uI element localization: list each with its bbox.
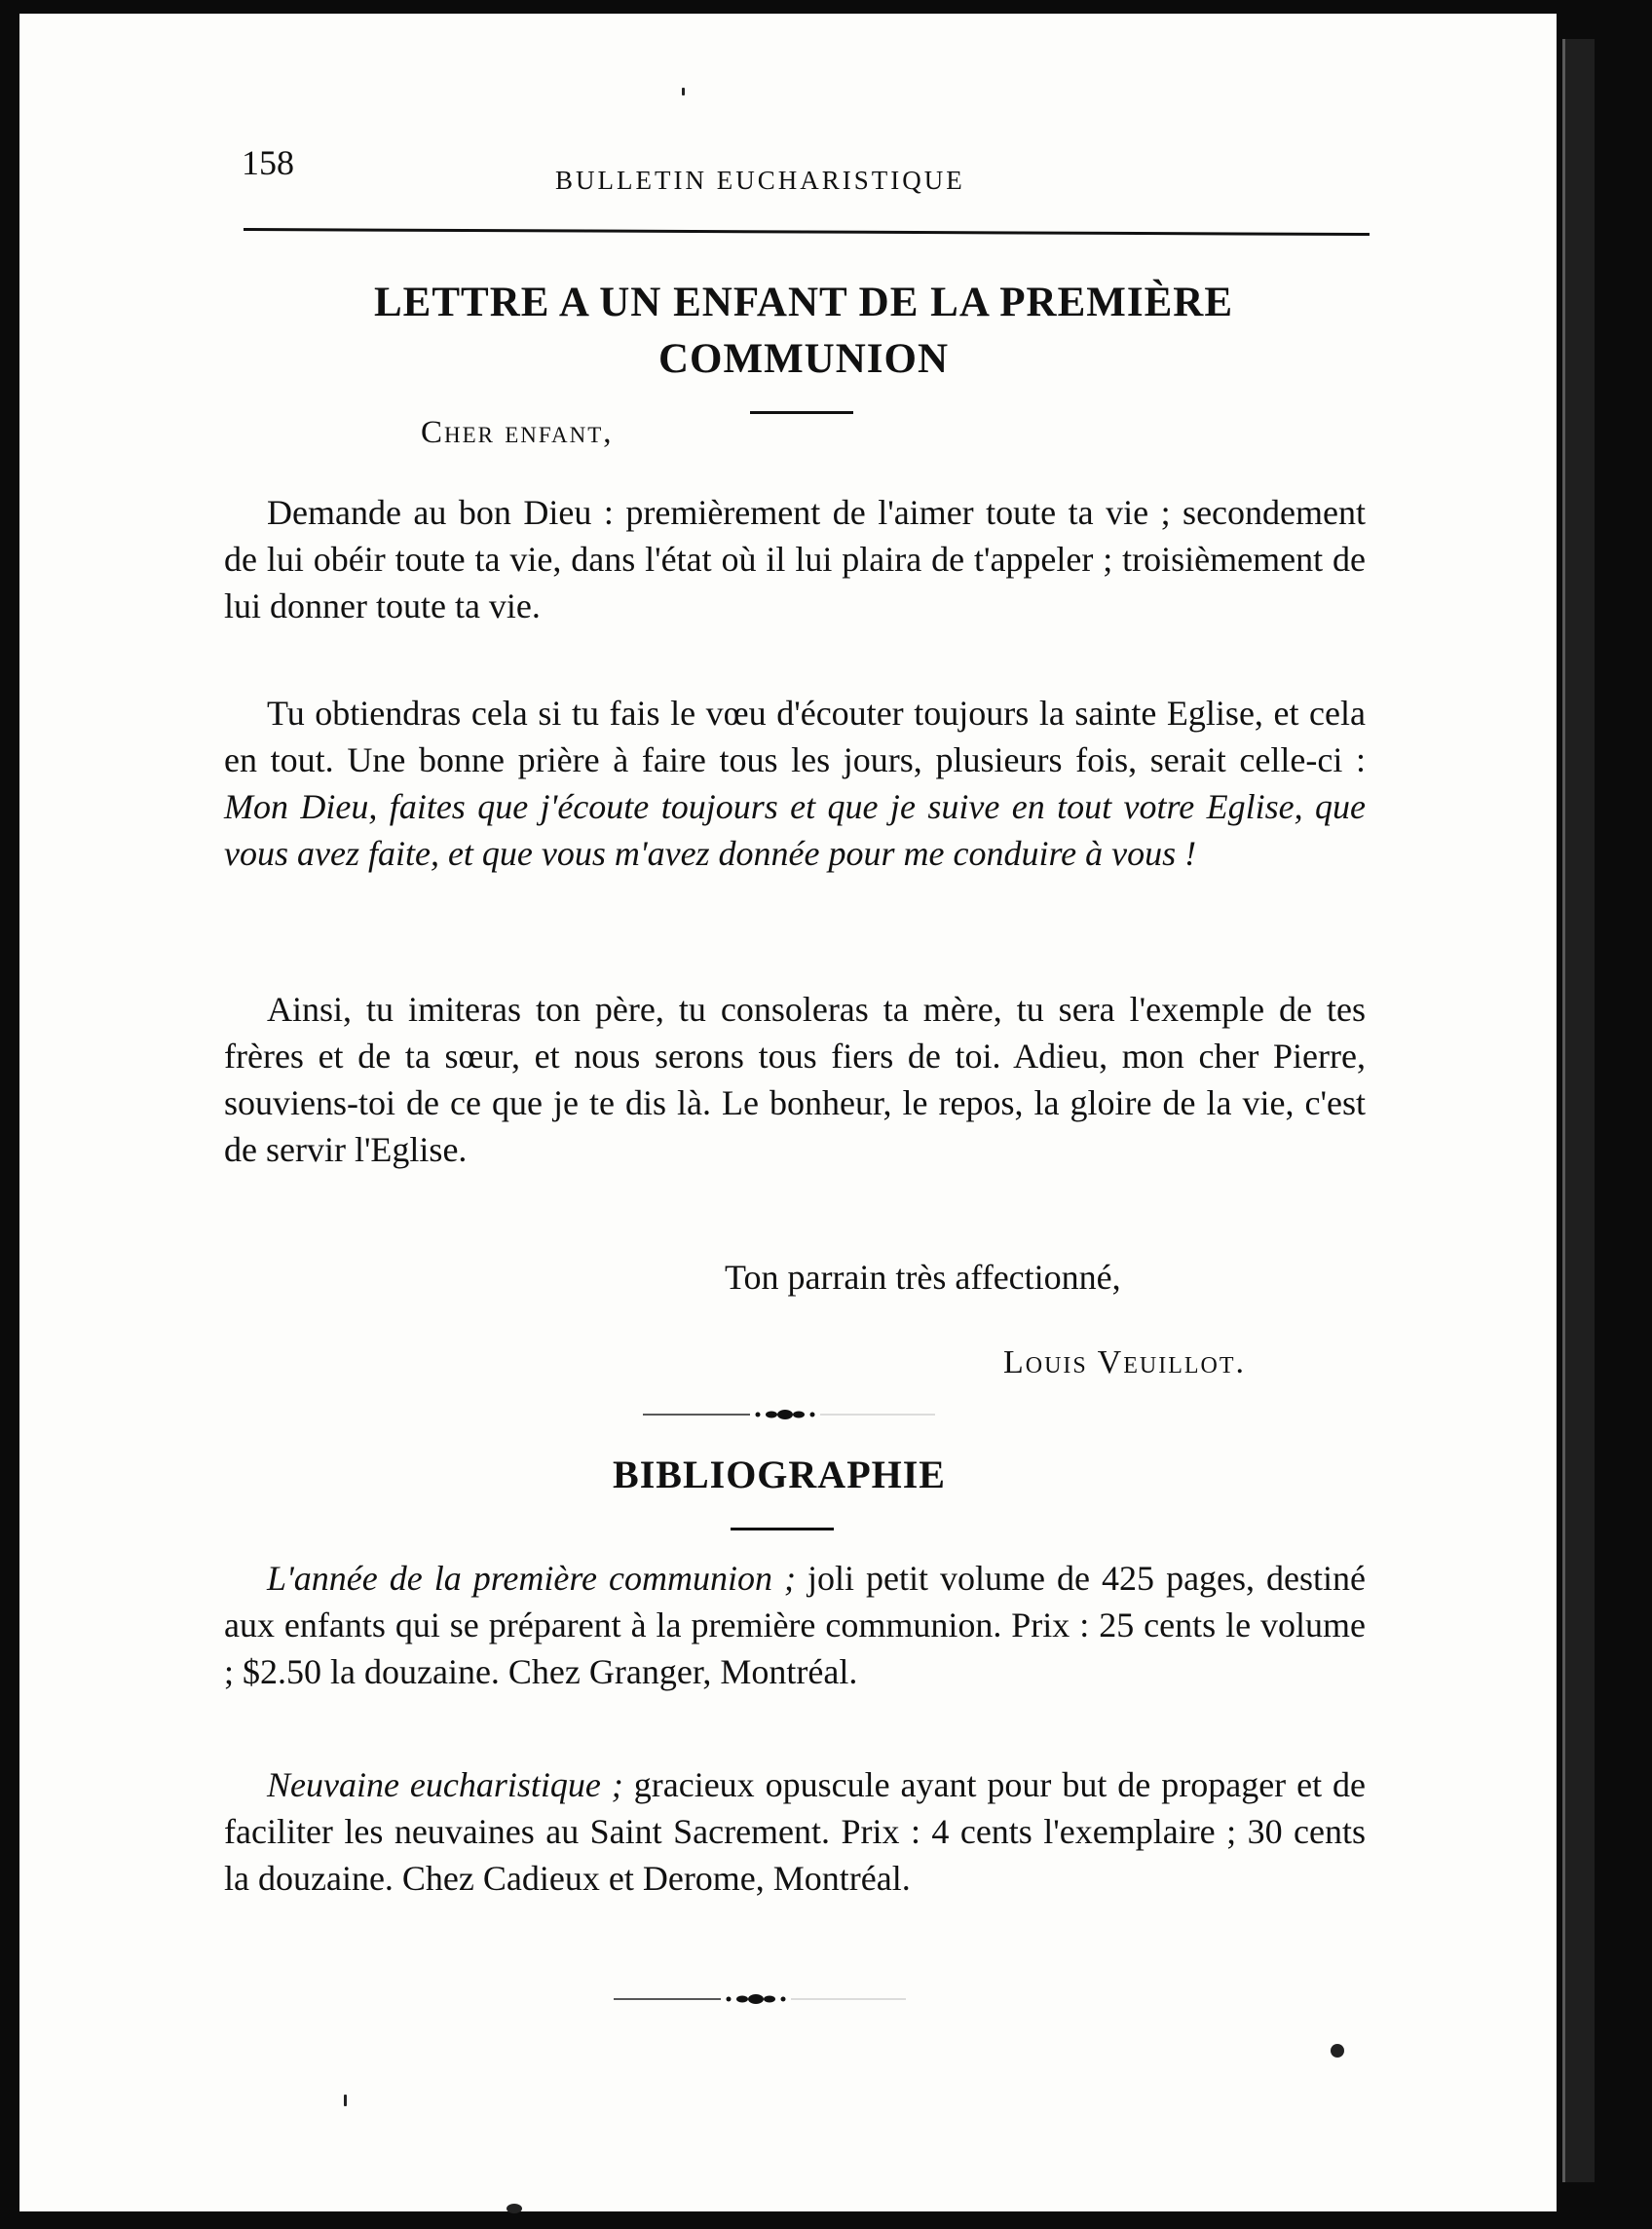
bibliography-divider bbox=[731, 1528, 834, 1530]
article-title bbox=[244, 275, 1364, 388]
scan-speck bbox=[682, 88, 685, 95]
letter-closing: Ton parrain très affectionné, bbox=[725, 1258, 1121, 1297]
letter-paragraph-1: Demande au bon Dieu : premièrement de l'aimer toute ta vie ; secondement de lui obéir toute ta vie, dans l'état où il lui plaira de t'appeler ; troisièmement de lui donner toute ta vie. bbox=[224, 493, 1366, 625]
bibliography-entry-1-description: joli petit volume de 425 pages, destiné aux enfants qui se préparent à la première communion. Prix : 25 cents le volume ; $2.50 la douzaine. Chez Granger, Montréal. bbox=[224, 1559, 1367, 1691]
article-title-line-1: LETTRE A UN ENFANT DE LA PREMIÈRE bbox=[373, 280, 1234, 325]
bibliography-entry-2 bbox=[224, 1761, 1366, 1902]
letter-signature: Louis Veuillot. bbox=[1003, 1344, 1247, 1380]
scan-border-bottom bbox=[0, 2211, 1652, 2229]
title-divider bbox=[750, 411, 853, 414]
bibliography-entry-2-description: gracieux opuscule ayant pour but de propager et de faciliter les neuvaines au Saint Sacrement. Prix : 4 cents l'exemplaire ; 30 cents la douzaine. Chez Cadieux et Derome, Montréal. bbox=[224, 1765, 1367, 1898]
bibliography-entry-2-title: Neuvaine eucharistique ; bbox=[267, 1765, 623, 1804]
scan-border-left bbox=[0, 0, 19, 2229]
scan-speck bbox=[507, 2204, 522, 2213]
letter-salutation: Cher enfant, bbox=[421, 415, 614, 450]
scan-speck bbox=[1331, 2044, 1344, 2058]
page-number: 158 bbox=[242, 143, 294, 182]
running-header: BULLETIN EUCHARISTIQUE bbox=[555, 166, 965, 195]
bibliography-heading: BIBLIOGRAPHIE bbox=[613, 1453, 946, 1496]
bibliography-entry-1-title: L'année de la première communion ; bbox=[267, 1559, 796, 1598]
section-ornament bbox=[643, 1408, 935, 1421]
article-title-line-2: COMMUNION bbox=[657, 336, 949, 382]
letter-paragraph-3: Ainsi, tu imiteras ton père, tu consoleras ta mère, tu sera l'exemple de tes frères et de ta sœur, et nous serons tous fiers de toi. Adieu, mon cher Pierre, souviens-toi de ce que je te dis là. Le bonheur, le repos, la gloire de la vie, c'est de servir l'Eglise. bbox=[224, 990, 1366, 1169]
scan-border-top bbox=[0, 0, 1652, 14]
letter-paragraph-2 bbox=[224, 690, 1366, 877]
letter-prayer: Mon Dieu, faites que j'écoute toujours et que je suive en tout votre Eglise, que vous avez faite, et que vous m'avez donnée pour me conduire à vous ! bbox=[224, 787, 1366, 873]
closing-ornament bbox=[614, 1992, 906, 2006]
bibliography-entry-1 bbox=[224, 1555, 1366, 1695]
letter-paragraph-2-text: Tu obtiendras cela si tu fais le vœu d'écouter toujours la sainte Eglise, et cela en tout. Une bonne prière à faire tous les jours, plusieurs fois, serait celle-ci : bbox=[224, 694, 1366, 779]
book-spine-edge bbox=[1562, 39, 1595, 2182]
scan-speck bbox=[344, 2095, 347, 2106]
